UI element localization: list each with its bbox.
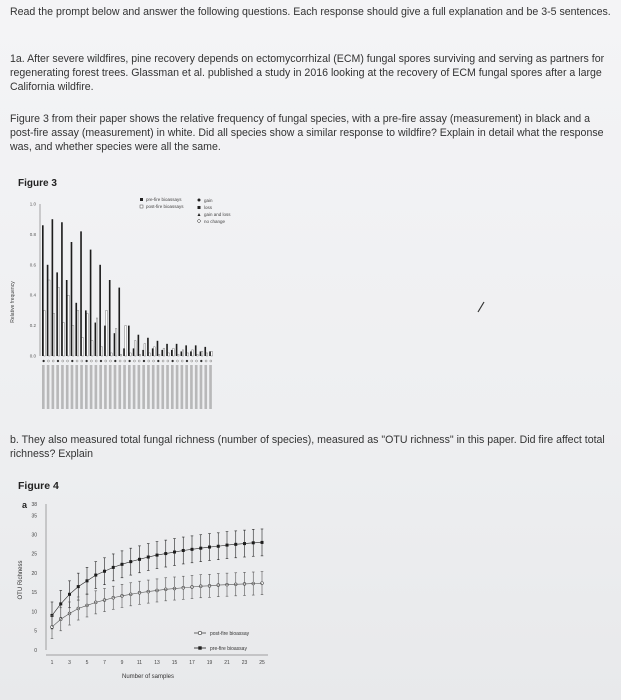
- figure3-bar-post: [77, 310, 79, 356]
- figure4-ytick: 30: [31, 532, 37, 539]
- figure3-bar-pre: [200, 351, 202, 356]
- figure3-bar-pre: [52, 219, 54, 356]
- figure3-species-label: [114, 365, 117, 409]
- figure3-bar-post: [173, 348, 175, 356]
- figure3-bar-pre: [123, 348, 125, 356]
- figure3-bar-pre: [209, 351, 211, 356]
- figure4-xtick: 19: [206, 660, 213, 666]
- figure3-species-label: [185, 365, 188, 409]
- figure3-bar-pre: [104, 326, 106, 356]
- figure3-bar-post: [163, 348, 165, 356]
- figure3-bar-post: [68, 295, 70, 356]
- figure3-species-label: [176, 365, 179, 409]
- figure3-marker: [143, 360, 145, 362]
- figure3-species-label: [47, 365, 50, 409]
- question-1a: 1a. After severe wildfires, pine recovery depends on ectomycorrhizal (ECM) fungal spores surviving and serving as partners for regenerating forest trees. Glassman et al. published a study in 2016 looking at the recovery of ECM fungal spores after a large California wildfire.: [10, 53, 605, 93]
- figure3-bar-post: [211, 351, 213, 356]
- figure3-bar-pre: [42, 225, 44, 356]
- figure3-legend: [140, 197, 231, 224]
- figure3-species-label: [200, 365, 203, 409]
- figure4-ytick: 0: [34, 647, 37, 654]
- figure4-xtick: 23: [241, 660, 248, 666]
- figure3-marker: [191, 360, 193, 362]
- figure3-bar-pre: [128, 326, 130, 356]
- figure3-bar-post: [44, 310, 46, 356]
- figure3-marker: [119, 360, 121, 362]
- figure3-bar-pre: [171, 350, 173, 356]
- figure3-marker: [71, 360, 73, 362]
- figure3-marker: [52, 360, 54, 362]
- figure3-species-label: [95, 365, 98, 409]
- figure3-bar-post: [106, 310, 108, 356]
- figure3-bar-post: [125, 326, 127, 356]
- figure3-species-label: [104, 365, 107, 409]
- figure3-bar-post: [139, 354, 141, 356]
- figure3-bar-pre: [185, 345, 187, 356]
- figure3-species-label: [123, 365, 126, 409]
- figure3-ytick: 0.0: [29, 353, 36, 359]
- figure3-species-label: [133, 365, 136, 409]
- legend-post-fire: post-fire bioassays: [146, 204, 184, 209]
- legend-loss: loss: [204, 205, 213, 210]
- figure3-bar-pre: [152, 348, 154, 356]
- figure3-marker: [167, 360, 169, 362]
- figure4-ytick: 35: [31, 513, 37, 520]
- figure3-bar-post: [144, 344, 146, 356]
- figure3-bar-post: [168, 353, 170, 356]
- figure3-bar-pre: [47, 265, 49, 356]
- figure3-marker: [114, 360, 116, 362]
- figure3-species-label: [204, 365, 207, 409]
- figure3-bar-post: [120, 354, 122, 356]
- figure3-marker: [81, 360, 83, 362]
- figure3-species-label: [52, 365, 55, 409]
- figure4-label: Figure 4: [18, 480, 59, 492]
- figure3-question: Figure 3 from their paper shows the relative frequency of fungal species, with a pre-fire assay (measurement) in black and a post-fire assay (measurement) in white. Did all species show a similar response to wildfire? Explain in detail what the response was, and whether species were all the same.: [10, 113, 604, 153]
- figure3-bar-post: [182, 350, 184, 356]
- figure3-ytick: 1.0: [29, 201, 36, 207]
- figure3-ytick: 0.2: [29, 323, 36, 329]
- legend-pre-fire: pre-fire bioassays: [146, 197, 182, 202]
- figure3-marker: [57, 360, 59, 362]
- figure3-marker: [62, 360, 64, 362]
- figure3-marker: [133, 360, 135, 362]
- figure3-bar-post: [63, 323, 65, 356]
- figure3-species-label: [190, 365, 193, 409]
- figure3-bar-pre: [114, 333, 116, 356]
- figure3-marker: [105, 360, 107, 362]
- figure3-bar-post: [58, 288, 60, 356]
- figure3-species-label: [128, 365, 131, 409]
- figure3-species-label: [80, 365, 83, 409]
- legend-no-change: no change: [204, 219, 226, 224]
- figure4-xtick: 25: [259, 660, 265, 666]
- figure3-marker: [110, 360, 112, 362]
- figure4-legend: [194, 631, 250, 652]
- figure4-chart: [0, 490, 621, 700]
- figure3-bar-post: [158, 354, 160, 356]
- figure3-species-label: [157, 365, 160, 409]
- figure3-bar-post: [197, 354, 199, 356]
- figure3-bar-pre: [204, 347, 206, 356]
- figure3-species-label: [209, 365, 212, 409]
- figure4-ytick: 25: [31, 551, 37, 558]
- figure3-species-label: [195, 365, 198, 409]
- figure3-marker: [153, 360, 155, 362]
- figure3-species-label: [66, 365, 69, 409]
- pen-mark: [478, 302, 484, 312]
- figure3-species-label: [152, 365, 155, 409]
- figure3-bar-pre: [66, 280, 68, 356]
- figure3-marker: [200, 360, 202, 362]
- figure3-bar-post: [154, 347, 156, 356]
- figure4-ytick: 15: [31, 590, 37, 597]
- figure3-marker: [100, 360, 102, 362]
- figure3-marker: [186, 360, 188, 362]
- figure3-bar-post: [192, 350, 194, 356]
- figure4-xtick: 9: [120, 660, 124, 666]
- figure4-xtick: 1: [50, 660, 54, 666]
- figure3-species-label: [142, 365, 145, 409]
- figure4-xtick: 15: [171, 660, 178, 666]
- figure3-bar-pre: [190, 351, 192, 356]
- figure3-species-label: [118, 365, 121, 409]
- figure3-marker: [95, 360, 97, 362]
- figure3-bar-pre: [109, 280, 111, 356]
- figure3-species-label: [138, 365, 141, 409]
- figure3-bar-pre: [80, 231, 82, 356]
- figure3-ylabel: Relative frequency: [10, 281, 16, 323]
- figure3-bar-post: [53, 313, 55, 356]
- figure3-marker: [205, 360, 207, 362]
- figure3-bar-post: [206, 353, 208, 356]
- figure3-ytick: 0.8: [29, 231, 36, 237]
- figure4-xtick: 17: [189, 660, 195, 666]
- legend-post-fire-bioassay: post-fire bioassay: [210, 631, 250, 637]
- figure3-marker: [90, 360, 92, 362]
- figure3-bar-post: [72, 326, 74, 356]
- figure3-ytick: 0.4: [29, 292, 36, 298]
- figure3-bar-pre: [161, 350, 163, 356]
- figure4-xlabel: Number of samples: [121, 674, 175, 680]
- figure4-panel: a: [22, 500, 28, 510]
- figure3-species-label: [109, 365, 112, 409]
- figure3-bar-pre: [56, 272, 58, 356]
- figure3-bar-post: [101, 347, 103, 356]
- figure3-ytick: 0.6: [29, 262, 36, 268]
- figure3-bar-post: [96, 318, 98, 356]
- figure3-marker: [196, 360, 198, 362]
- question-1b: b. They also measured total fungal richness (number of species), measured as "OTU richness" in this paper. Did fire affect total richness? Explain: [10, 434, 605, 460]
- figure3-bar-pre: [95, 323, 97, 356]
- figure3-species-label: [161, 365, 164, 409]
- figure3-bar-pre: [133, 348, 135, 356]
- figure3-marker: [162, 360, 164, 362]
- figure3-bar-post: [87, 313, 89, 356]
- figure3-species-label: [71, 365, 74, 409]
- legend-gain-loss: gain and loss: [204, 212, 231, 217]
- figure4-ytick: 38: [31, 501, 37, 508]
- figure4-xtick: 3: [68, 660, 71, 666]
- figure3-bar-post: [177, 354, 179, 356]
- figure3-marker: [157, 360, 159, 362]
- figure3-bar-pre: [61, 222, 63, 356]
- figure3-bar-pre: [195, 345, 197, 356]
- figure4-xtick: 21: [224, 660, 230, 666]
- figure3-bar-pre: [181, 351, 183, 356]
- figure3-bar-pre: [75, 303, 77, 356]
- figure3-marker: [138, 360, 140, 362]
- figure3-bar-post: [115, 329, 117, 356]
- figure3-bar-pre: [138, 335, 140, 356]
- figure3-bar-post: [91, 341, 93, 356]
- figure3-species-label: [166, 365, 169, 409]
- figure4-xtick: 11: [136, 660, 143, 666]
- figure3-bar-post: [48, 280, 50, 356]
- figure3-species-label: [42, 365, 45, 409]
- figure3-marker: [129, 360, 131, 362]
- figure4-xtick: 7: [103, 660, 106, 666]
- figure3-species-label: [99, 365, 102, 409]
- figure4-ytick: 20: [31, 570, 37, 577]
- figure3-bar-pre: [118, 288, 120, 356]
- figure3-species-label: [147, 365, 150, 409]
- figure3-marker: [210, 360, 212, 362]
- figure3-species-label: [181, 365, 184, 409]
- figure3-marker: [86, 360, 88, 362]
- figure3-bar-pre: [71, 242, 73, 356]
- figure4-ytick: 5: [34, 628, 37, 635]
- figure3-bar-pre: [147, 338, 149, 356]
- figure3-marker: [43, 360, 45, 362]
- figure3-species-label: [171, 365, 174, 409]
- figure3-bar-pre: [85, 310, 87, 356]
- figure3-bar-post: [201, 351, 203, 356]
- figure3-bar-pre: [99, 265, 101, 356]
- figure3-species-label: [90, 365, 93, 409]
- figure3-bar-post: [134, 341, 136, 356]
- figure3-label: Figure 3: [18, 178, 57, 189]
- figure3-species-label: [56, 365, 59, 409]
- figure3-species-label: [75, 365, 78, 409]
- figure3-bar-post: [111, 353, 113, 356]
- figure4-xtick: 5: [85, 660, 89, 666]
- figure4-ytick: 10: [31, 609, 37, 616]
- figure3-marker: [47, 360, 49, 362]
- figure4-xtick: 13: [154, 660, 160, 666]
- legend-pre-fire-bioassay: pre-fire bioassay: [210, 646, 247, 652]
- figure3-marker: [172, 360, 174, 362]
- figure3-bar-post: [82, 338, 84, 356]
- figure3-marker: [148, 360, 150, 362]
- figure3-marker: [124, 360, 126, 362]
- figure3-bar-post: [130, 353, 132, 356]
- figure3-marker: [76, 360, 78, 362]
- figure3-marker: [181, 360, 183, 362]
- figure3-bar-post: [149, 353, 151, 356]
- figure3-marker: [67, 360, 69, 362]
- figure3-bar-pre: [142, 350, 144, 356]
- figure3-bar-post: [187, 353, 189, 356]
- figure3-bar-pre: [176, 344, 178, 356]
- figure4-ylabel: OTU Richness: [18, 560, 24, 600]
- figure3-chart: [0, 190, 621, 430]
- intro-text: Read the prompt below and answer the following questions. Each response should give a full explanation and be 3-5 sentences.: [10, 6, 611, 18]
- legend-gain: gain: [204, 198, 213, 203]
- figure3-marker: [176, 360, 178, 362]
- figure3-species-label: [85, 365, 88, 409]
- figure3-species-label: [61, 365, 64, 409]
- figure3-bar-pre: [157, 341, 159, 356]
- figure3-bar-pre: [90, 250, 92, 356]
- figure3-bar-pre: [166, 344, 168, 356]
